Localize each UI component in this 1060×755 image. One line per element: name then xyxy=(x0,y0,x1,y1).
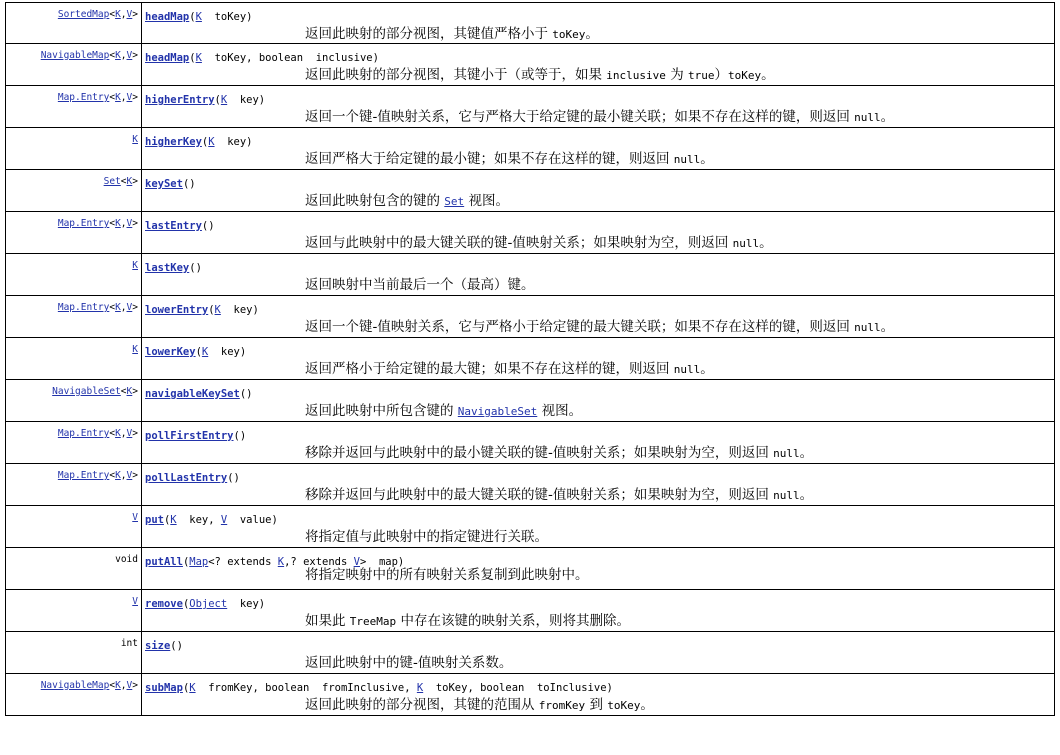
type-link[interactable]: NavigableMap xyxy=(40,50,110,61)
type-param-link[interactable]: K xyxy=(214,304,221,316)
method-description: 返回与此映射中的最大键关联的键-值映射关系；如果映射为空，则返回 null。 xyxy=(305,235,773,251)
table-row xyxy=(5,506,1055,548)
method-link-size[interactable]: size xyxy=(145,640,171,652)
type-param-link[interactable]: V xyxy=(126,50,133,61)
table-row xyxy=(5,2,1055,44)
type-param-link[interactable]: V xyxy=(220,514,228,526)
table-row xyxy=(5,296,1055,338)
method-signature: remove(Object key) xyxy=(145,598,266,610)
return-type: NavigableMap<K,V> xyxy=(6,44,142,85)
type-param-link[interactable]: V xyxy=(132,512,138,523)
return-type: Map.Entry<K,V> xyxy=(6,422,142,463)
type-link[interactable]: Map.Entry xyxy=(57,302,110,313)
method-link-higherKey[interactable]: higherKey xyxy=(145,136,202,148)
method-signature: lastKey() xyxy=(145,262,202,274)
return-type: Map.Entry<K,V> xyxy=(6,464,142,505)
type-param-link[interactable]: K xyxy=(115,92,121,103)
method-signature: put(K key, V value) xyxy=(145,514,278,526)
return-type xyxy=(6,506,142,547)
method-description: 将指定映射中的所有映射关系复制到此映射中。 xyxy=(305,567,589,583)
return-type: Map.Entry<K,V> xyxy=(6,296,142,337)
method-description: 返回此映射包含的键的 Set 视图。 xyxy=(305,193,509,209)
method-description: 返回此映射的部分视图，其键小于（或等于，如果 inclusive 为 true）toKey。 xyxy=(305,67,775,83)
navigableset-link[interactable]: NavigableSet xyxy=(457,405,538,418)
type-param-link[interactable]: V xyxy=(126,428,133,439)
type-param-link[interactable]: K xyxy=(132,344,138,355)
type-param-link[interactable]: V xyxy=(132,596,138,607)
type-param-link[interactable]: K xyxy=(115,9,121,20)
method-description: 返回此映射的部分视图，其键值严格小于 toKey。 xyxy=(305,26,599,42)
method-description: 移除并返回与此映射中的最大键关联的键-值映射关系；如果映射为空，则返回 null。 xyxy=(305,487,814,503)
table-row xyxy=(5,464,1055,506)
return-type xyxy=(6,128,142,169)
method-signature: putAll(Map<? extends K,? extends V> map) xyxy=(145,556,405,568)
type-param-link[interactable]: K xyxy=(115,302,121,313)
return-type xyxy=(6,254,142,295)
type-link[interactable]: Map xyxy=(189,556,209,568)
return-type: Map.Entry<K,V> xyxy=(6,212,142,253)
method-signature: lowerEntry(K key) xyxy=(145,304,259,316)
method-description: 返回此映射中所包含键的 NavigableSet 视图。 xyxy=(305,403,583,419)
return-type: Map.Entry<K,V> xyxy=(6,86,142,127)
type-param-link[interactable]: K xyxy=(132,134,138,145)
method-signature: keySet() xyxy=(145,178,196,190)
method-link-higherEntry[interactable]: higherEntry xyxy=(145,94,215,106)
method-link-put[interactable]: put xyxy=(145,514,164,526)
table-row xyxy=(5,632,1055,674)
type-param-link[interactable]: K xyxy=(170,514,177,526)
type-param-link[interactable]: V xyxy=(126,92,133,103)
return-type xyxy=(6,338,142,379)
table-row xyxy=(5,590,1055,632)
type-link[interactable]: Map.Entry xyxy=(57,428,110,439)
method-signature: lowerKey(K key) xyxy=(145,346,247,358)
method-signature: pollFirstEntry() xyxy=(145,430,247,442)
method-link-navigableKeySet[interactable]: navigableKeySet xyxy=(145,388,240,400)
table-row xyxy=(5,254,1055,296)
method-link-remove[interactable]: remove xyxy=(145,598,183,610)
table-row xyxy=(5,380,1055,422)
method-signature: headMap(K toKey) xyxy=(145,11,253,23)
type-param-link[interactable]: K xyxy=(132,260,138,271)
type-param-link[interactable]: K xyxy=(277,556,285,568)
type-param-link[interactable]: V xyxy=(126,302,133,313)
type-link[interactable]: Map.Entry xyxy=(57,92,110,103)
return-type: int xyxy=(6,632,142,673)
table-row xyxy=(5,674,1055,716)
return-type: NavigableMap<K,V> xyxy=(6,674,142,715)
method-link-putAll[interactable]: putAll xyxy=(145,556,183,568)
table-row xyxy=(5,422,1055,464)
type-param-link[interactable]: K xyxy=(115,50,121,61)
method-description: 返回严格大于给定键的最小键；如果不存在这样的键，则返回 null。 xyxy=(305,151,714,167)
return-type xyxy=(6,590,142,631)
type-param-link[interactable]: K xyxy=(126,386,133,397)
method-link-lowerKey[interactable]: lowerKey xyxy=(145,346,196,358)
type-param-link[interactable]: K xyxy=(189,682,196,694)
method-link-lastEntry[interactable]: lastEntry xyxy=(145,220,202,232)
type-param-link[interactable]: K xyxy=(115,680,121,691)
return-type: SortedMap<K,V> xyxy=(6,3,142,43)
type-param-link[interactable]: K xyxy=(195,11,202,23)
type-link[interactable]: NavigableMap xyxy=(40,680,110,691)
type-link[interactable]: Object xyxy=(189,598,228,610)
method-description: 返回严格小于给定键的最大键；如果不存在这样的键，则返回 null。 xyxy=(305,361,714,377)
method-signature: size() xyxy=(145,640,183,652)
type-param-link[interactable]: V xyxy=(126,680,133,691)
method-link-headMap[interactable]: headMap xyxy=(145,11,190,23)
type-param-link[interactable]: K xyxy=(220,94,228,106)
table-row xyxy=(5,86,1055,128)
method-signature: lastEntry() xyxy=(145,220,215,232)
type-param-link[interactable]: V xyxy=(353,556,360,568)
type-param-link[interactable]: K xyxy=(201,346,209,358)
method-signature: subMap(K fromKey, boolean fromInclusive, K toKey, boolean toInclusive) xyxy=(145,682,613,694)
type-param-link[interactable]: V xyxy=(126,470,133,481)
type-param-link[interactable]: V xyxy=(126,9,133,20)
method-link-pollLastEntry[interactable]: pollLastEntry xyxy=(145,472,228,484)
method-description: 移除并返回与此映射中的最小键关联的键-值映射关系；如果映射为空，则返回 null。 xyxy=(305,445,814,461)
table-row xyxy=(5,338,1055,380)
method-signature: navigableKeySet() xyxy=(145,388,253,400)
type-link[interactable]: Map.Entry xyxy=(57,218,110,229)
type-param-link[interactable]: K xyxy=(115,470,121,481)
return-type: void xyxy=(6,548,142,589)
method-link-pollFirstEntry[interactable]: pollFirstEntry xyxy=(145,430,234,442)
type-param-link[interactable]: K xyxy=(416,682,424,694)
method-description: 将指定值与此映射中的指定键进行关联。 xyxy=(305,529,548,545)
return-type: Set<K> xyxy=(6,170,142,211)
method-link-lastKey[interactable]: lastKey xyxy=(145,262,190,274)
method-link-headMap-inclusive[interactable]: headMap xyxy=(145,52,190,64)
method-signature: headMap(K toKey, boolean inclusive) xyxy=(145,52,379,64)
type-param-link[interactable]: K xyxy=(115,218,121,229)
type-param-link[interactable]: K xyxy=(195,52,202,64)
type-param-link[interactable]: K xyxy=(208,136,215,148)
table-row xyxy=(5,212,1055,254)
type-param-link[interactable]: K xyxy=(115,428,121,439)
type-param-link[interactable]: K xyxy=(126,176,133,187)
method-description: 返回一个键-值映射关系，它与严格小于给定键的最大键关联；如果不存在这样的键，则返回 null。 xyxy=(305,319,895,335)
table-row xyxy=(5,170,1055,212)
method-link-lowerEntry[interactable]: lowerEntry xyxy=(145,304,209,316)
table-row xyxy=(5,548,1055,590)
method-description: 如果此 TreeMap 中存在该键的映射关系，则将其删除。 xyxy=(305,613,630,629)
method-description: 返回此映射中的键-值映射关系数。 xyxy=(305,655,513,671)
method-description: 返回映射中当前最后一个（最高）键。 xyxy=(305,277,535,293)
type-link[interactable]: SortedMap xyxy=(57,9,110,20)
method-signature: higherKey(K key) xyxy=(145,136,253,148)
method-link-keySet[interactable]: keySet xyxy=(145,178,183,190)
type-link[interactable]: Set xyxy=(103,176,121,187)
table-row xyxy=(5,128,1055,170)
return-type: NavigableSet<K> xyxy=(6,380,142,421)
method-signature: pollLastEntry() xyxy=(145,472,240,484)
type-link[interactable]: NavigableSet xyxy=(52,386,121,397)
set-link[interactable]: Set xyxy=(444,195,465,208)
type-param-link[interactable]: V xyxy=(126,218,133,229)
table-row xyxy=(5,44,1055,86)
method-description: 返回一个键-值映射关系，它与严格大于给定键的最小键关联；如果不存在这样的键，则返回 null。 xyxy=(305,109,895,125)
method-signature: higherEntry(K key) xyxy=(145,94,266,106)
method-link-subMap[interactable]: subMap xyxy=(145,682,183,694)
method-description: 返回此映射的部分视图，其键的范围从 fromKey 到 toKey。 xyxy=(305,697,654,713)
type-link[interactable]: Map.Entry xyxy=(57,470,110,481)
method-summary-table xyxy=(5,2,1055,716)
